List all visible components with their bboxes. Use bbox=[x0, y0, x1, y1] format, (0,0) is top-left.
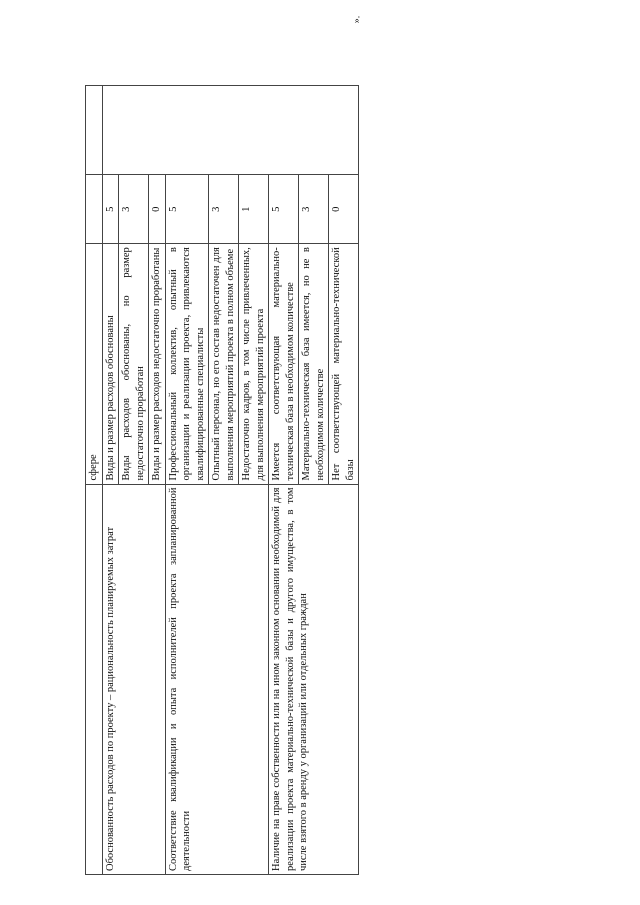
description-cell: Опытный персонал, но его состав недостаточен для выполнения мероприятий проекта в полном объеме bbox=[209, 244, 239, 484]
description-cell: Нет соответствующей материально-технической базы bbox=[329, 244, 359, 484]
description-cell: Недостаточно кадров, в том числе привлеченных, для выполнения мероприятий проекта bbox=[239, 244, 269, 484]
rotated-table-container bbox=[85, 85, 356, 875]
table-row bbox=[86, 86, 103, 875]
description-cell: Профессиональный коллектив, опытный в организации и реализации проекта, привлекаются квалифицированные специалисты bbox=[165, 244, 209, 484]
criterion-cell: Соответствие квалификации и опыта исполнителей проекта запланированной деятельности bbox=[165, 484, 269, 874]
score-cell: 3 bbox=[299, 175, 329, 244]
criterion-cell: Обоснованность расходов по проекту – рациональность планируемых затрат bbox=[102, 484, 165, 874]
score-cell: 5 bbox=[102, 175, 119, 244]
score-cell: 0 bbox=[149, 175, 166, 244]
score-cell: 1 bbox=[239, 175, 269, 244]
description-cell: Виды и размер расходов обоснованы bbox=[102, 244, 119, 484]
closing-quote: ». bbox=[351, 15, 363, 24]
evaluation-criteria-table bbox=[85, 85, 359, 875]
criterion-cell bbox=[86, 484, 103, 874]
score-cell: 3 bbox=[119, 175, 149, 244]
description-cell: Имеется соответствующая материально-техническая база в необходимом количестве bbox=[269, 244, 299, 484]
description-cell: сфере bbox=[86, 244, 103, 484]
score-cell bbox=[86, 175, 103, 244]
score-cell: 0 bbox=[329, 175, 359, 244]
description-cell: Материально-техническая база имеется, но не в необходимом количестве bbox=[299, 244, 329, 484]
table-row bbox=[269, 86, 299, 875]
extra-cell bbox=[86, 86, 103, 175]
table-row bbox=[102, 86, 119, 875]
score-cell: 3 bbox=[209, 175, 239, 244]
description-cell: Виды расходов обоснованы, но размер недостаточно проработан bbox=[119, 244, 149, 484]
description-cell: Виды и размер расходов недостаточно проработаны bbox=[149, 244, 166, 484]
criterion-cell: Наличие на праве собственности или на ином законном основании необходимой для реализации проекта материально-технической базы и другого имущества, в том числе взятого в аренду у организаций или отдельных граждан bbox=[269, 484, 359, 874]
extra-cell bbox=[102, 86, 359, 175]
score-cell: 5 bbox=[269, 175, 299, 244]
table-row bbox=[165, 86, 209, 875]
score-cell: 5 bbox=[165, 175, 209, 244]
